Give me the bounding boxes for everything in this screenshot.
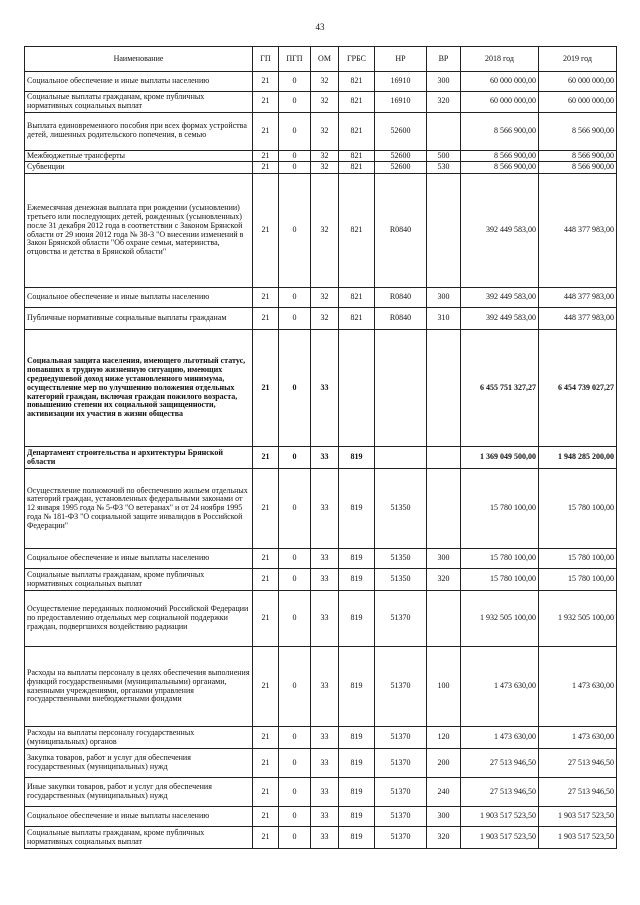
cell-grbs: 819: [339, 469, 375, 549]
cell-np: 52600: [375, 150, 427, 162]
table-row: [25, 591, 617, 647]
table-row: [25, 778, 617, 807]
cell-gp: 21: [253, 727, 279, 749]
cell-pgp: 0: [279, 827, 311, 849]
cell-np: 52600: [375, 112, 427, 150]
cell-pgp: 0: [279, 447, 311, 469]
cell-name: Расходы на выплаты персоналу в целях обеспечения выполнения функций государственными (муниципальными) органами, казенными учреждениями, органами управления государственными внебюджетными фондами: [25, 647, 253, 727]
cell-vr: 320: [427, 569, 461, 591]
cell-np: 51370: [375, 807, 427, 827]
cell-om: 32: [311, 72, 339, 92]
table-row: [25, 447, 617, 469]
cell-np: R0840: [375, 288, 427, 308]
cell-y2018: 15 780 100,00: [461, 469, 539, 549]
header-np: НР: [375, 47, 427, 72]
cell-vr: [427, 330, 461, 447]
cell-pgp: 0: [279, 591, 311, 647]
cell-grbs: 821: [339, 162, 375, 174]
cell-vr: 300: [427, 72, 461, 92]
cell-pgp: 0: [279, 469, 311, 549]
cell-vr: 200: [427, 749, 461, 778]
cell-pgp: 0: [279, 92, 311, 113]
cell-np: R0840: [375, 308, 427, 330]
header-2019: 2019 год: [539, 47, 617, 72]
cell-vr: 240: [427, 778, 461, 807]
cell-name: Социальное обеспечение и иные выплаты населению: [25, 807, 253, 827]
table-row: [25, 827, 617, 849]
cell-name: Социальная защита населения, имеющего льготный статус, попавших в трудную жизненную ситуацию, имеющих среднедушевой доход ниже установленного минимума, осуществление мер по улучшению положения отдельных категорий граждан, включая граждан пожилого возраста, повышению степени их социальной защищенности, активизации их участия в жизни общества: [25, 330, 253, 447]
header-gp: ГП: [253, 47, 279, 72]
cell-grbs: 821: [339, 72, 375, 92]
cell-pgp: 0: [279, 549, 311, 569]
cell-grbs: 821: [339, 92, 375, 113]
cell-pgp: 0: [279, 288, 311, 308]
cell-pgp: 0: [279, 569, 311, 591]
cell-om: 33: [311, 447, 339, 469]
cell-gp: 21: [253, 549, 279, 569]
cell-y2019: 1 932 505 100,00: [539, 591, 617, 647]
cell-np: 16910: [375, 72, 427, 92]
cell-om: 33: [311, 549, 339, 569]
cell-vr: 100: [427, 647, 461, 727]
cell-name: Межбюджетные трансферты: [25, 150, 253, 162]
cell-gp: 21: [253, 92, 279, 113]
cell-pgp: 0: [279, 727, 311, 749]
table-row: [25, 807, 617, 827]
table-row: [25, 112, 617, 150]
cell-grbs: 821: [339, 112, 375, 150]
cell-y2019: 448 377 983,00: [539, 308, 617, 330]
cell-name: Социальные выплаты гражданам, кроме публичных нормативных социальных выплат: [25, 569, 253, 591]
header-grbs: ГРБС: [339, 47, 375, 72]
cell-om: 32: [311, 308, 339, 330]
header-vr: ВР: [427, 47, 461, 72]
cell-pgp: 0: [279, 330, 311, 447]
cell-y2018: 1 903 517 523,50: [461, 827, 539, 849]
cell-vr: 300: [427, 288, 461, 308]
cell-np: 51370: [375, 591, 427, 647]
table-row: [25, 727, 617, 749]
cell-pgp: 0: [279, 647, 311, 727]
cell-gp: 21: [253, 330, 279, 447]
cell-y2018: 392 449 583,00: [461, 288, 539, 308]
cell-pgp: 0: [279, 749, 311, 778]
cell-name: Социальные выплаты гражданам, кроме публичных нормативных социальных выплат: [25, 827, 253, 849]
cell-vr: [427, 591, 461, 647]
cell-y2018: 8 566 900,00: [461, 112, 539, 150]
cell-om: 32: [311, 162, 339, 174]
header-name: Наименование: [25, 47, 253, 72]
cell-name: Социальные выплаты гражданам, кроме публичных нормативных социальных выплат: [25, 92, 253, 113]
cell-om: 33: [311, 469, 339, 549]
table-header-row: [25, 47, 617, 72]
cell-name: Расходы на выплаты персоналу государственных (муниципальных) органов: [25, 727, 253, 749]
cell-y2019: 1 948 285 200,00: [539, 447, 617, 469]
cell-om: 32: [311, 174, 339, 288]
cell-y2019: 1 473 630,00: [539, 647, 617, 727]
cell-y2019: 448 377 983,00: [539, 174, 617, 288]
cell-gp: 21: [253, 162, 279, 174]
cell-y2019: 1 903 517 523,50: [539, 807, 617, 827]
table-row: [25, 72, 617, 92]
cell-y2018: 27 513 946,50: [461, 778, 539, 807]
table-body: [25, 72, 617, 849]
cell-vr: 300: [427, 549, 461, 569]
cell-pgp: 0: [279, 162, 311, 174]
header-pgp: ПГП: [279, 47, 311, 72]
cell-y2018: 6 455 751 327,27: [461, 330, 539, 447]
table-row: [25, 308, 617, 330]
table-row: [25, 162, 617, 174]
cell-pgp: 0: [279, 112, 311, 150]
cell-y2019: 1 903 517 523,50: [539, 827, 617, 849]
cell-gp: 21: [253, 150, 279, 162]
cell-name: Выплата единовременного пособия при всех формах устройства детей, лишенных родительского попечения, в семью: [25, 112, 253, 150]
cell-om: 32: [311, 150, 339, 162]
cell-np: 51350: [375, 549, 427, 569]
cell-vr: [427, 469, 461, 549]
cell-pgp: 0: [279, 174, 311, 288]
cell-grbs: 819: [339, 569, 375, 591]
table-row: [25, 174, 617, 288]
cell-y2018: 8 566 900,00: [461, 150, 539, 162]
cell-y2018: 60 000 000,00: [461, 72, 539, 92]
cell-grbs: 819: [339, 749, 375, 778]
cell-vr: 530: [427, 162, 461, 174]
header-om: ОМ: [311, 47, 339, 72]
table-row: [25, 92, 617, 113]
cell-name: Социальное обеспечение и иные выплаты населению: [25, 288, 253, 308]
cell-grbs: 819: [339, 549, 375, 569]
cell-name: Ежемесячная денежная выплата при рождении (усыновлении) третьего или последующих детей, рожденных (усыновленных) после 31 декабря 2012 года в соответствии с Законом Брянской области от 29 июня 2012 года № 38-З "О внесении изменений в Закон Брянской области "Об охране семьи, материнства, отцовства и детства в Брянской области": [25, 174, 253, 288]
cell-np: 51370: [375, 749, 427, 778]
cell-om: 33: [311, 807, 339, 827]
cell-grbs: 821: [339, 308, 375, 330]
cell-grbs: 819: [339, 647, 375, 727]
cell-np: R0840: [375, 174, 427, 288]
cell-gp: 21: [253, 72, 279, 92]
cell-om: 33: [311, 749, 339, 778]
cell-gp: 21: [253, 174, 279, 288]
cell-name: Закупка товаров, работ и услуг для обеспечения государственных (муниципальных) нужд: [25, 749, 253, 778]
cell-gp: 21: [253, 778, 279, 807]
table-row: [25, 330, 617, 447]
cell-np: 51350: [375, 569, 427, 591]
cell-y2019: 448 377 983,00: [539, 288, 617, 308]
cell-grbs: 821: [339, 174, 375, 288]
cell-gp: 21: [253, 447, 279, 469]
cell-name: Социальное обеспечение и иные выплаты населению: [25, 549, 253, 569]
cell-vr: 500: [427, 150, 461, 162]
cell-y2019: 8 566 900,00: [539, 112, 617, 150]
cell-gp: 21: [253, 591, 279, 647]
cell-y2019: 6 454 739 027,27: [539, 330, 617, 447]
cell-om: 33: [311, 569, 339, 591]
cell-om: 33: [311, 647, 339, 727]
cell-y2018: 1 903 517 523,50: [461, 807, 539, 827]
cell-y2019: 15 780 100,00: [539, 549, 617, 569]
cell-y2019: 8 566 900,00: [539, 162, 617, 174]
cell-gp: 21: [253, 569, 279, 591]
cell-name: Осуществление полномочий по обеспечению жильем отдельных категорий граждан, установленных федеральными законами от 12 января 1995 года № 5-ФЗ "О ветеранах" и от 24 ноября 1995 года № 181-ФЗ "О социальной защите инвалидов в Российской Федерации": [25, 469, 253, 549]
page-number: 43: [315, 22, 325, 32]
cell-grbs: 819: [339, 727, 375, 749]
cell-y2019: 60 000 000,00: [539, 72, 617, 92]
cell-y2019: 15 780 100,00: [539, 469, 617, 549]
cell-grbs: 819: [339, 447, 375, 469]
cell-grbs: 819: [339, 778, 375, 807]
cell-y2018: 15 780 100,00: [461, 569, 539, 591]
cell-y2018: 1 369 049 500,00: [461, 447, 539, 469]
cell-pgp: 0: [279, 807, 311, 827]
table-row: [25, 647, 617, 727]
cell-np: [375, 447, 427, 469]
cell-vr: 320: [427, 827, 461, 849]
cell-y2018: 27 513 946,50: [461, 749, 539, 778]
cell-name: Иные закупки товаров, работ и услуг для обеспечения государственных (муниципальных) нужд: [25, 778, 253, 807]
cell-vr: [427, 174, 461, 288]
cell-om: 33: [311, 727, 339, 749]
table-row: [25, 288, 617, 308]
cell-np: 16910: [375, 92, 427, 113]
cell-y2019: 60 000 000,00: [539, 92, 617, 113]
cell-pgp: 0: [279, 308, 311, 330]
cell-om: 33: [311, 778, 339, 807]
cell-gp: 21: [253, 308, 279, 330]
cell-pgp: 0: [279, 778, 311, 807]
cell-vr: [427, 447, 461, 469]
cell-np: 51370: [375, 827, 427, 849]
cell-gp: 21: [253, 807, 279, 827]
cell-om: 32: [311, 288, 339, 308]
cell-om: 33: [311, 330, 339, 447]
cell-pgp: 0: [279, 150, 311, 162]
table-row: [25, 549, 617, 569]
cell-y2019: 27 513 946,50: [539, 778, 617, 807]
cell-np: 51370: [375, 727, 427, 749]
cell-grbs: [339, 330, 375, 447]
cell-name: Осуществление переданных полномочий Российской Федерации по предоставлению отдельных мер социальной поддержки граждан, подвергшихся воздействию радиации: [25, 591, 253, 647]
header-2018: 2018 год: [461, 47, 539, 72]
cell-gp: 21: [253, 112, 279, 150]
cell-pgp: 0: [279, 72, 311, 92]
table-row: [25, 749, 617, 778]
cell-om: 33: [311, 827, 339, 849]
budget-table: [24, 46, 617, 849]
cell-y2018: 1 932 505 100,00: [461, 591, 539, 647]
cell-vr: 300: [427, 807, 461, 827]
cell-gp: 21: [253, 469, 279, 549]
cell-om: 33: [311, 591, 339, 647]
cell-vr: [427, 112, 461, 150]
cell-gp: 21: [253, 749, 279, 778]
table-row: [25, 150, 617, 162]
cell-gp: 21: [253, 827, 279, 849]
cell-np: 51350: [375, 469, 427, 549]
cell-om: 32: [311, 112, 339, 150]
cell-grbs: 819: [339, 591, 375, 647]
table-row: [25, 569, 617, 591]
cell-vr: 310: [427, 308, 461, 330]
table-row: [25, 469, 617, 549]
cell-y2019: 27 513 946,50: [539, 749, 617, 778]
cell-grbs: 819: [339, 807, 375, 827]
cell-y2018: 392 449 583,00: [461, 308, 539, 330]
cell-np: 52600: [375, 162, 427, 174]
cell-y2018: 392 449 583,00: [461, 174, 539, 288]
cell-name: Субвенции: [25, 162, 253, 174]
cell-y2019: 1 473 630,00: [539, 727, 617, 749]
cell-gp: 21: [253, 288, 279, 308]
cell-om: 32: [311, 92, 339, 113]
cell-name: Департамент строительства и архитектуры Брянской области: [25, 447, 253, 469]
cell-grbs: 821: [339, 150, 375, 162]
cell-y2018: 1 473 630,00: [461, 647, 539, 727]
cell-grbs: 821: [339, 288, 375, 308]
cell-np: [375, 330, 427, 447]
cell-vr: 120: [427, 727, 461, 749]
cell-name: Публичные нормативные социальные выплаты гражданам: [25, 308, 253, 330]
cell-np: 51370: [375, 778, 427, 807]
cell-y2018: 60 000 000,00: [461, 92, 539, 113]
cell-name: Социальное обеспечение и иные выплаты населению: [25, 72, 253, 92]
cell-np: 51370: [375, 647, 427, 727]
cell-vr: 320: [427, 92, 461, 113]
cell-y2018: 1 473 630,00: [461, 727, 539, 749]
cell-y2019: 8 566 900,00: [539, 150, 617, 162]
cell-y2018: 15 780 100,00: [461, 549, 539, 569]
cell-y2019: 15 780 100,00: [539, 569, 617, 591]
cell-grbs: 819: [339, 827, 375, 849]
cell-y2018: 8 566 900,00: [461, 162, 539, 174]
cell-gp: 21: [253, 647, 279, 727]
